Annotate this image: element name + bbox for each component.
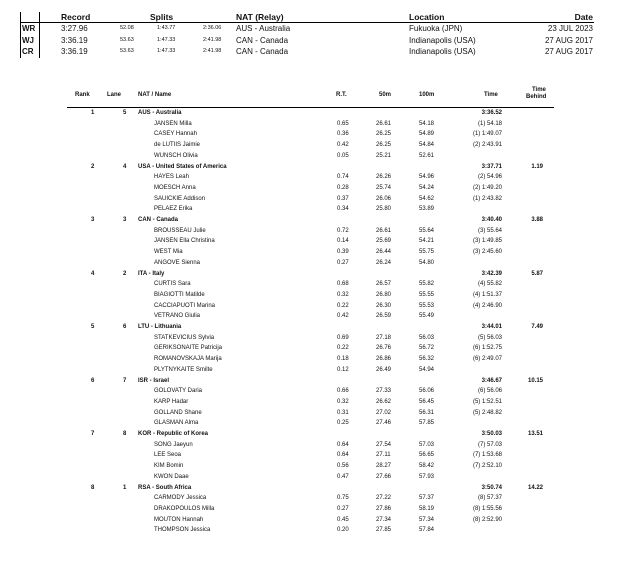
- swimmer-100m: 57.93: [419, 473, 435, 480]
- time-behind-header-line2: Behind: [526, 94, 547, 100]
- team-time-behind: 5.87: [531, 270, 543, 277]
- swimmer-reaction-time: 0.20: [337, 527, 349, 534]
- swimmer-cumulative-split: (8) 57.37: [477, 495, 502, 502]
- swimmer-reaction-time: 0.56: [337, 463, 349, 470]
- swimmer-100m: 56.06: [419, 388, 435, 395]
- team-name: LTU - Lithuania: [138, 324, 182, 330]
- swimmer-50m: 26.25: [376, 131, 392, 138]
- swimmer-100m: 52.61: [419, 152, 435, 159]
- swimmer-reaction-time: 0.68: [337, 281, 349, 288]
- swimmer-50m: 27.54: [376, 441, 392, 448]
- team-row: [67, 376, 554, 387]
- record-split-150: 2:36.06: [203, 25, 222, 31]
- swimmer-50m: 26.80: [376, 291, 392, 298]
- record-location: Indianapolis (USA): [409, 35, 476, 45]
- swimmer-100m: 57.34: [419, 516, 435, 523]
- swimmer-50m: 26.49: [376, 366, 392, 373]
- swimmer-name: CURTIS Sara: [154, 281, 191, 288]
- swimmer-100m: 57.37: [419, 495, 435, 502]
- swimmer-name: JANSEN Ella Christina: [154, 238, 215, 245]
- swimmer-100m: 57.03: [419, 441, 435, 448]
- record-row: [20, 46, 594, 57]
- swimmer-name: STATKEVICIUS Sylvia: [154, 334, 215, 341]
- record-nat: CAN - Canada: [236, 35, 289, 45]
- swimmer-row: [67, 515, 554, 526]
- 50m-header: 50m: [379, 92, 392, 98]
- swimmer-cumulative-split: (6) 2:49.07: [472, 356, 502, 363]
- team-name: USA - United States of America: [138, 163, 227, 170]
- swimmer-reaction-time: 0.31: [337, 409, 349, 416]
- swimmer-name: GOLLAND Shane: [154, 409, 202, 416]
- swimmer-50m: 25.69: [376, 238, 392, 245]
- swimmer-row: [67, 279, 554, 290]
- record-split-100: 1:43.77: [157, 25, 176, 31]
- swimmer-reaction-time: 0.34: [337, 206, 349, 213]
- swimmer-50m: 26.44: [376, 249, 392, 256]
- swimmer-reaction-time: 0.27: [337, 259, 349, 266]
- team-name: AUS - Australia: [138, 110, 182, 116]
- swimmer-cumulative-split: (7) 57.03: [477, 441, 502, 448]
- team-lane: 8: [123, 431, 127, 437]
- swimmer-reaction-time: 0.12: [337, 366, 349, 373]
- swimmer-name: PLYTNYKAITE Smilte: [154, 366, 213, 373]
- team-rank: 5: [91, 324, 95, 330]
- record-date: 27 AUG 2017: [544, 35, 593, 45]
- record-split-50: 53.63: [120, 48, 134, 54]
- team-time: 3:42.39: [481, 270, 502, 277]
- swimmer-reaction-time: 0.37: [337, 195, 349, 202]
- swimmer-name: ROMANOVSKAJA Marija: [154, 356, 222, 363]
- team-row: [67, 215, 554, 226]
- swimmer-100m: 56.45: [419, 398, 435, 405]
- swimmer-reaction-time: 0.28: [337, 184, 349, 191]
- team-lane: 3: [123, 217, 127, 223]
- record-location: Fukuoka (JPN): [409, 24, 463, 33]
- record-split-50: 52.08: [120, 25, 134, 31]
- swimmer-cumulative-split: (3) 2:45.60: [472, 249, 502, 256]
- swimmer-row: [67, 408, 554, 419]
- swimmer-row: [67, 236, 554, 247]
- swimmer-reaction-time: 0.42: [337, 142, 349, 149]
- record-type: WJ: [22, 35, 34, 45]
- swimmer-cumulative-split: (6) 56.06: [477, 388, 502, 395]
- swimmer-50m: 27.11: [376, 452, 391, 459]
- team-row: [67, 108, 554, 119]
- team-lane: 6: [123, 324, 127, 330]
- rank-header: Rank: [75, 92, 90, 98]
- record-split-50: 53.63: [120, 36, 134, 43]
- swimmer-100m: 55.49: [419, 313, 435, 320]
- swimmer-50m: 26.61: [376, 120, 392, 127]
- swimmer-reaction-time: 0.64: [337, 452, 349, 459]
- swimmer-row: [67, 525, 554, 536]
- swimmer-50m: 25.74: [376, 184, 392, 191]
- swimmer-row: [67, 129, 554, 140]
- swimmer-100m: 54.62: [419, 195, 435, 202]
- team-lane: 2: [123, 270, 127, 277]
- rt-header: R.T.: [336, 92, 347, 98]
- swimmer-reaction-time: 0.14: [337, 238, 349, 245]
- team-time-behind: 3.88: [531, 217, 543, 223]
- team-row: [67, 483, 554, 494]
- swimmer-100m: 56.03: [419, 334, 435, 341]
- swimmer-reaction-time: 0.32: [337, 291, 349, 298]
- team-row: [67, 269, 554, 280]
- team-time: 3:50.03: [481, 431, 502, 437]
- team-time: 3:37.71: [481, 163, 502, 170]
- swimmer-cumulative-split: (1) 2:43.82: [472, 195, 502, 202]
- swimmer-name: MOUTON Hannah: [154, 516, 204, 523]
- swimmer-50m: 27.18: [376, 334, 392, 341]
- swimmer-name: KWON Daae: [154, 473, 189, 480]
- swimmer-reaction-time: 0.25: [337, 420, 349, 427]
- swimmer-name: CASEY Hannah: [154, 131, 197, 138]
- swimmer-50m: 27.34: [376, 516, 392, 523]
- swimmer-row: [67, 247, 554, 258]
- swimmer-row: [67, 258, 554, 269]
- swimmer-name: GERIKSONAITE Patricija: [154, 345, 223, 352]
- swimmer-100m: 54.96: [419, 174, 435, 181]
- swimmer-100m: 58.19: [419, 505, 435, 512]
- swimmer-50m: 26.76: [376, 345, 392, 352]
- team-lane: 7: [123, 377, 127, 384]
- swimmer-50m: 27.46: [376, 420, 392, 427]
- record-split-100: 1:47.33: [157, 48, 176, 54]
- swimmer-cumulative-split: (5) 2:48.82: [472, 409, 502, 416]
- swimmer-50m: 26.25: [376, 142, 392, 149]
- swimmer-cumulative-split: (2) 1:49.20: [472, 184, 502, 191]
- swimmer-name: HAYES Leah: [154, 174, 189, 181]
- swimmer-cumulative-split: (5) 56.03: [477, 334, 502, 341]
- team-rank: 3: [91, 217, 95, 223]
- swimmer-row: [67, 140, 554, 151]
- team-name: ITA - Italy: [138, 270, 165, 277]
- swimmer-name: CACCIAPUOTI Marina: [154, 302, 216, 309]
- swimmer-row: [67, 386, 554, 397]
- swimmer-100m: 57.84: [419, 527, 435, 534]
- swimmer-name: CARMODY Jessica: [154, 495, 207, 502]
- swimmer-50m: 25.21: [376, 152, 392, 159]
- swimmer-cumulative-split: (5) 1:52.51: [472, 398, 502, 405]
- swimmer-reaction-time: 0.65: [337, 120, 349, 127]
- record-nat: CAN - Canada: [236, 47, 289, 56]
- time-header: Time: [484, 92, 498, 98]
- swimmer-row: [67, 333, 554, 344]
- team-time: 3:46.67: [481, 377, 502, 384]
- swimmer-row: [67, 290, 554, 301]
- swimmer-reaction-time: 0.45: [337, 516, 349, 523]
- splits-header: Splits: [150, 12, 174, 22]
- swimmer-50m: 26.57: [376, 281, 392, 288]
- team-time-behind: 10.15: [527, 377, 543, 384]
- swimmer-name: KARP Hadar: [154, 398, 189, 405]
- record-date: 23 JUL 2023: [547, 24, 593, 33]
- swimmer-cumulative-split: (6) 1:52.75: [472, 345, 502, 352]
- swimmer-100m: 57.85: [419, 420, 435, 427]
- team-name: ISR - Israel: [138, 377, 170, 384]
- swimmer-name: WEST Mia: [154, 249, 183, 256]
- swimmer-row: [67, 343, 554, 354]
- swimmer-reaction-time: 0.32: [337, 398, 349, 405]
- swimmer-name: BIAGIOTTI Matilde: [154, 291, 205, 298]
- swimmer-reaction-time: 0.27: [337, 505, 349, 512]
- swimmer-name: KIM Bomin: [154, 463, 184, 470]
- team-time-behind: 14.22: [527, 484, 543, 491]
- swimmer-row: [67, 311, 554, 322]
- team-name: KOR - Republic of Korea: [138, 431, 209, 437]
- swimmer-row: [67, 397, 554, 408]
- swimmer-cumulative-split: (4) 1:51.37: [472, 291, 502, 298]
- swimmer-100m: 55.75: [419, 249, 435, 256]
- swimmer-reaction-time: 0.36: [337, 131, 349, 138]
- swimmer-100m: 55.53: [419, 302, 435, 309]
- swimmer-reaction-time: 0.72: [337, 227, 349, 234]
- swimmer-50m: 27.33: [376, 388, 392, 395]
- swimmer-cumulative-split: (7) 2:52.10: [472, 463, 502, 470]
- team-row: [67, 322, 554, 333]
- team-rank: 7: [91, 431, 95, 437]
- swimmer-reaction-time: 0.39: [337, 249, 349, 256]
- record-time: 3:36.19: [61, 47, 88, 56]
- swimmer-row: [67, 301, 554, 312]
- swimmer-50m: 27.22: [376, 495, 392, 502]
- swimmer-reaction-time: 0.47: [337, 473, 349, 480]
- swimmer-100m: 54.18: [419, 120, 435, 127]
- swimmer-name: VETRANO Giulia: [154, 313, 201, 320]
- record-type: CR: [22, 47, 34, 56]
- swimmer-reaction-time: 0.75: [337, 495, 349, 502]
- swimmer-row: [67, 365, 554, 376]
- team-name: CAN - Canada: [138, 217, 179, 223]
- team-name: RSA - South Africa: [138, 484, 192, 491]
- swimmer-100m: 54.24: [419, 184, 435, 191]
- swimmer-100m: 58.42: [419, 463, 435, 470]
- swimmer-cumulative-split: (1) 54.18: [477, 120, 502, 127]
- swimmer-100m: 55.64: [419, 227, 435, 234]
- swimmer-name: DRAKOPOULOS Milla: [154, 505, 215, 512]
- swimmer-50m: 26.61: [376, 227, 392, 234]
- swimmer-50m: 26.06: [376, 195, 392, 202]
- record-date: 27 AUG 2017: [544, 47, 593, 56]
- record-time: 3:27.96: [61, 24, 88, 33]
- swimmer-name: JANSEN Milla: [154, 120, 192, 127]
- team-lane: 4: [123, 163, 127, 170]
- swimmer-row: [67, 172, 554, 183]
- team-time-behind: 1.19: [531, 163, 543, 170]
- record-row: [20, 23, 594, 34]
- swimmer-cumulative-split: (7) 1:53.68: [472, 452, 502, 459]
- swimmer-50m: 26.26: [376, 174, 392, 181]
- swimmer-cumulative-split: (3) 55.64: [477, 227, 502, 234]
- swimmer-50m: 27.02: [376, 409, 392, 416]
- swimmer-reaction-time: 0.05: [337, 152, 349, 159]
- swimmer-cumulative-split: (8) 1:55.56: [472, 505, 502, 512]
- swimmer-50m: 25.80: [376, 206, 392, 213]
- team-row: [67, 429, 554, 440]
- record-split-100: 1:47.33: [157, 36, 176, 43]
- team-row: [67, 162, 554, 173]
- record-time: 3:36.19: [61, 35, 88, 45]
- record-split-150: 2:41.98: [203, 36, 222, 43]
- team-rank: 6: [91, 377, 95, 384]
- swimmer-row: [67, 493, 554, 504]
- swimmer-50m: 26.59: [376, 313, 392, 320]
- swimmer-cumulative-split: (4) 55.82: [477, 281, 502, 288]
- swimmer-reaction-time: 0.18: [337, 356, 349, 363]
- team-time-behind: 7.49: [531, 324, 543, 330]
- lane-header: Lane: [107, 92, 122, 98]
- records-header: [20, 12, 594, 23]
- date-header: Date: [574, 12, 593, 22]
- swimmer-100m: 56.31: [419, 409, 435, 416]
- record-split-150: 2:41.98: [203, 48, 222, 54]
- team-time: 3:36.52: [481, 110, 502, 116]
- team-rank: 1: [91, 110, 95, 116]
- swimmer-100m: 54.89: [419, 131, 435, 138]
- record-row: [20, 35, 594, 46]
- nat-name-header: NAT / Name: [138, 92, 172, 98]
- swimmer-row: [67, 204, 554, 215]
- swimmer-cumulative-split: (2) 2:43.91: [472, 142, 502, 149]
- swimmer-50m: 27.66: [376, 473, 392, 480]
- swimmer-100m: 53.89: [419, 206, 435, 213]
- swimmer-row: [67, 450, 554, 461]
- record-type: WR: [22, 24, 36, 33]
- swimmer-reaction-time: 0.66: [337, 388, 349, 395]
- swimmer-100m: 55.82: [419, 281, 435, 288]
- swimmer-name: SAUICKIE Addison: [154, 195, 206, 202]
- swimmer-name: PELAEZ Erika: [154, 206, 193, 213]
- swimmer-100m: 54.80: [419, 259, 435, 266]
- swimmer-100m: 55.55: [419, 291, 435, 298]
- record-header: Record: [61, 12, 91, 22]
- swimmer-row: [67, 418, 554, 429]
- swimmer-row: [67, 354, 554, 365]
- swimmer-row: [67, 151, 554, 162]
- swimmer-50m: 26.30: [376, 302, 392, 309]
- swimmer-row: [67, 440, 554, 451]
- location-header: Location: [409, 12, 445, 22]
- swimmer-50m: 27.85: [376, 527, 392, 534]
- swimmer-100m: 54.94: [419, 366, 435, 373]
- swimmer-reaction-time: 0.22: [337, 302, 349, 309]
- swimmer-cumulative-split: (2) 54.96: [477, 174, 502, 181]
- swimmer-row: [67, 461, 554, 472]
- record-nat: AUS - Australia: [236, 24, 291, 33]
- swimmer-100m: 54.21: [419, 238, 435, 245]
- team-time: 3:40.40: [481, 217, 502, 223]
- swimmer-name: MOESCH Anna: [154, 184, 196, 191]
- swimmer-50m: 28.27: [376, 463, 392, 470]
- swimmer-name: de LUTIIS Jaimie: [154, 142, 201, 149]
- swimmer-name: WUNSCH Olivia: [154, 152, 198, 159]
- swimmer-50m: 26.24: [376, 259, 392, 266]
- team-rank: 8: [91, 484, 95, 491]
- swimmer-100m: 56.32: [419, 356, 435, 363]
- swimmer-reaction-time: 0.22: [337, 345, 349, 352]
- swimmer-50m: 27.86: [376, 505, 392, 512]
- swimmer-name: ANGOVE Sienna: [154, 259, 201, 266]
- team-lane: 5: [123, 110, 127, 116]
- swimmer-100m: 56.65: [419, 452, 435, 459]
- swimmer-reaction-time: 0.42: [337, 313, 349, 320]
- swimmer-100m: 56.72: [419, 345, 435, 352]
- swimmer-cumulative-split: (1) 1:49.07: [472, 131, 502, 138]
- swimmer-cumulative-split: (4) 2:46.90: [472, 302, 502, 309]
- team-time: 3:44.01: [481, 324, 502, 330]
- swimmer-cumulative-split: (8) 2:52.90: [472, 516, 502, 523]
- swimmer-name: GOLOVATY Daria: [154, 388, 203, 395]
- swimmer-50m: 26.86: [376, 356, 392, 363]
- team-rank: 2: [91, 163, 95, 170]
- swimmer-name: GLASMAN Alma: [154, 420, 199, 427]
- record-location: Indianapolis (USA): [409, 47, 476, 56]
- swimmer-name: BROUSSEAU Julie: [154, 227, 206, 234]
- swimmer-cumulative-split: (3) 1:49.85: [472, 238, 502, 245]
- swimmer-row: [67, 194, 554, 205]
- swimmer-row: [67, 504, 554, 515]
- 100m-header: 100m: [419, 92, 435, 98]
- swimmer-row: [67, 472, 554, 483]
- nat-relay-header: NAT (Relay): [236, 12, 284, 22]
- time-behind-header-line1: Time: [532, 87, 546, 93]
- swimmer-name: SONG Jaeyun: [154, 441, 193, 448]
- team-lane: 1: [123, 484, 127, 491]
- swimmer-row: [67, 119, 554, 130]
- swimmer-reaction-time: 0.74: [337, 174, 349, 181]
- results-header: [67, 84, 554, 108]
- swimmer-reaction-time: 0.64: [337, 441, 349, 448]
- swimmer-name: THOMPSON Jessica: [154, 527, 211, 534]
- swimmer-50m: 26.62: [376, 398, 392, 405]
- swimmer-row: [67, 226, 554, 237]
- team-time-behind: 13.51: [527, 431, 543, 437]
- swimmer-name: LEE Seoa: [154, 452, 182, 459]
- swimmer-row: [67, 183, 554, 194]
- swimmer-100m: 54.84: [419, 142, 435, 149]
- swimmer-reaction-time: 0.69: [337, 334, 349, 341]
- team-rank: 4: [91, 270, 95, 277]
- team-time: 3:50.74: [481, 484, 502, 491]
